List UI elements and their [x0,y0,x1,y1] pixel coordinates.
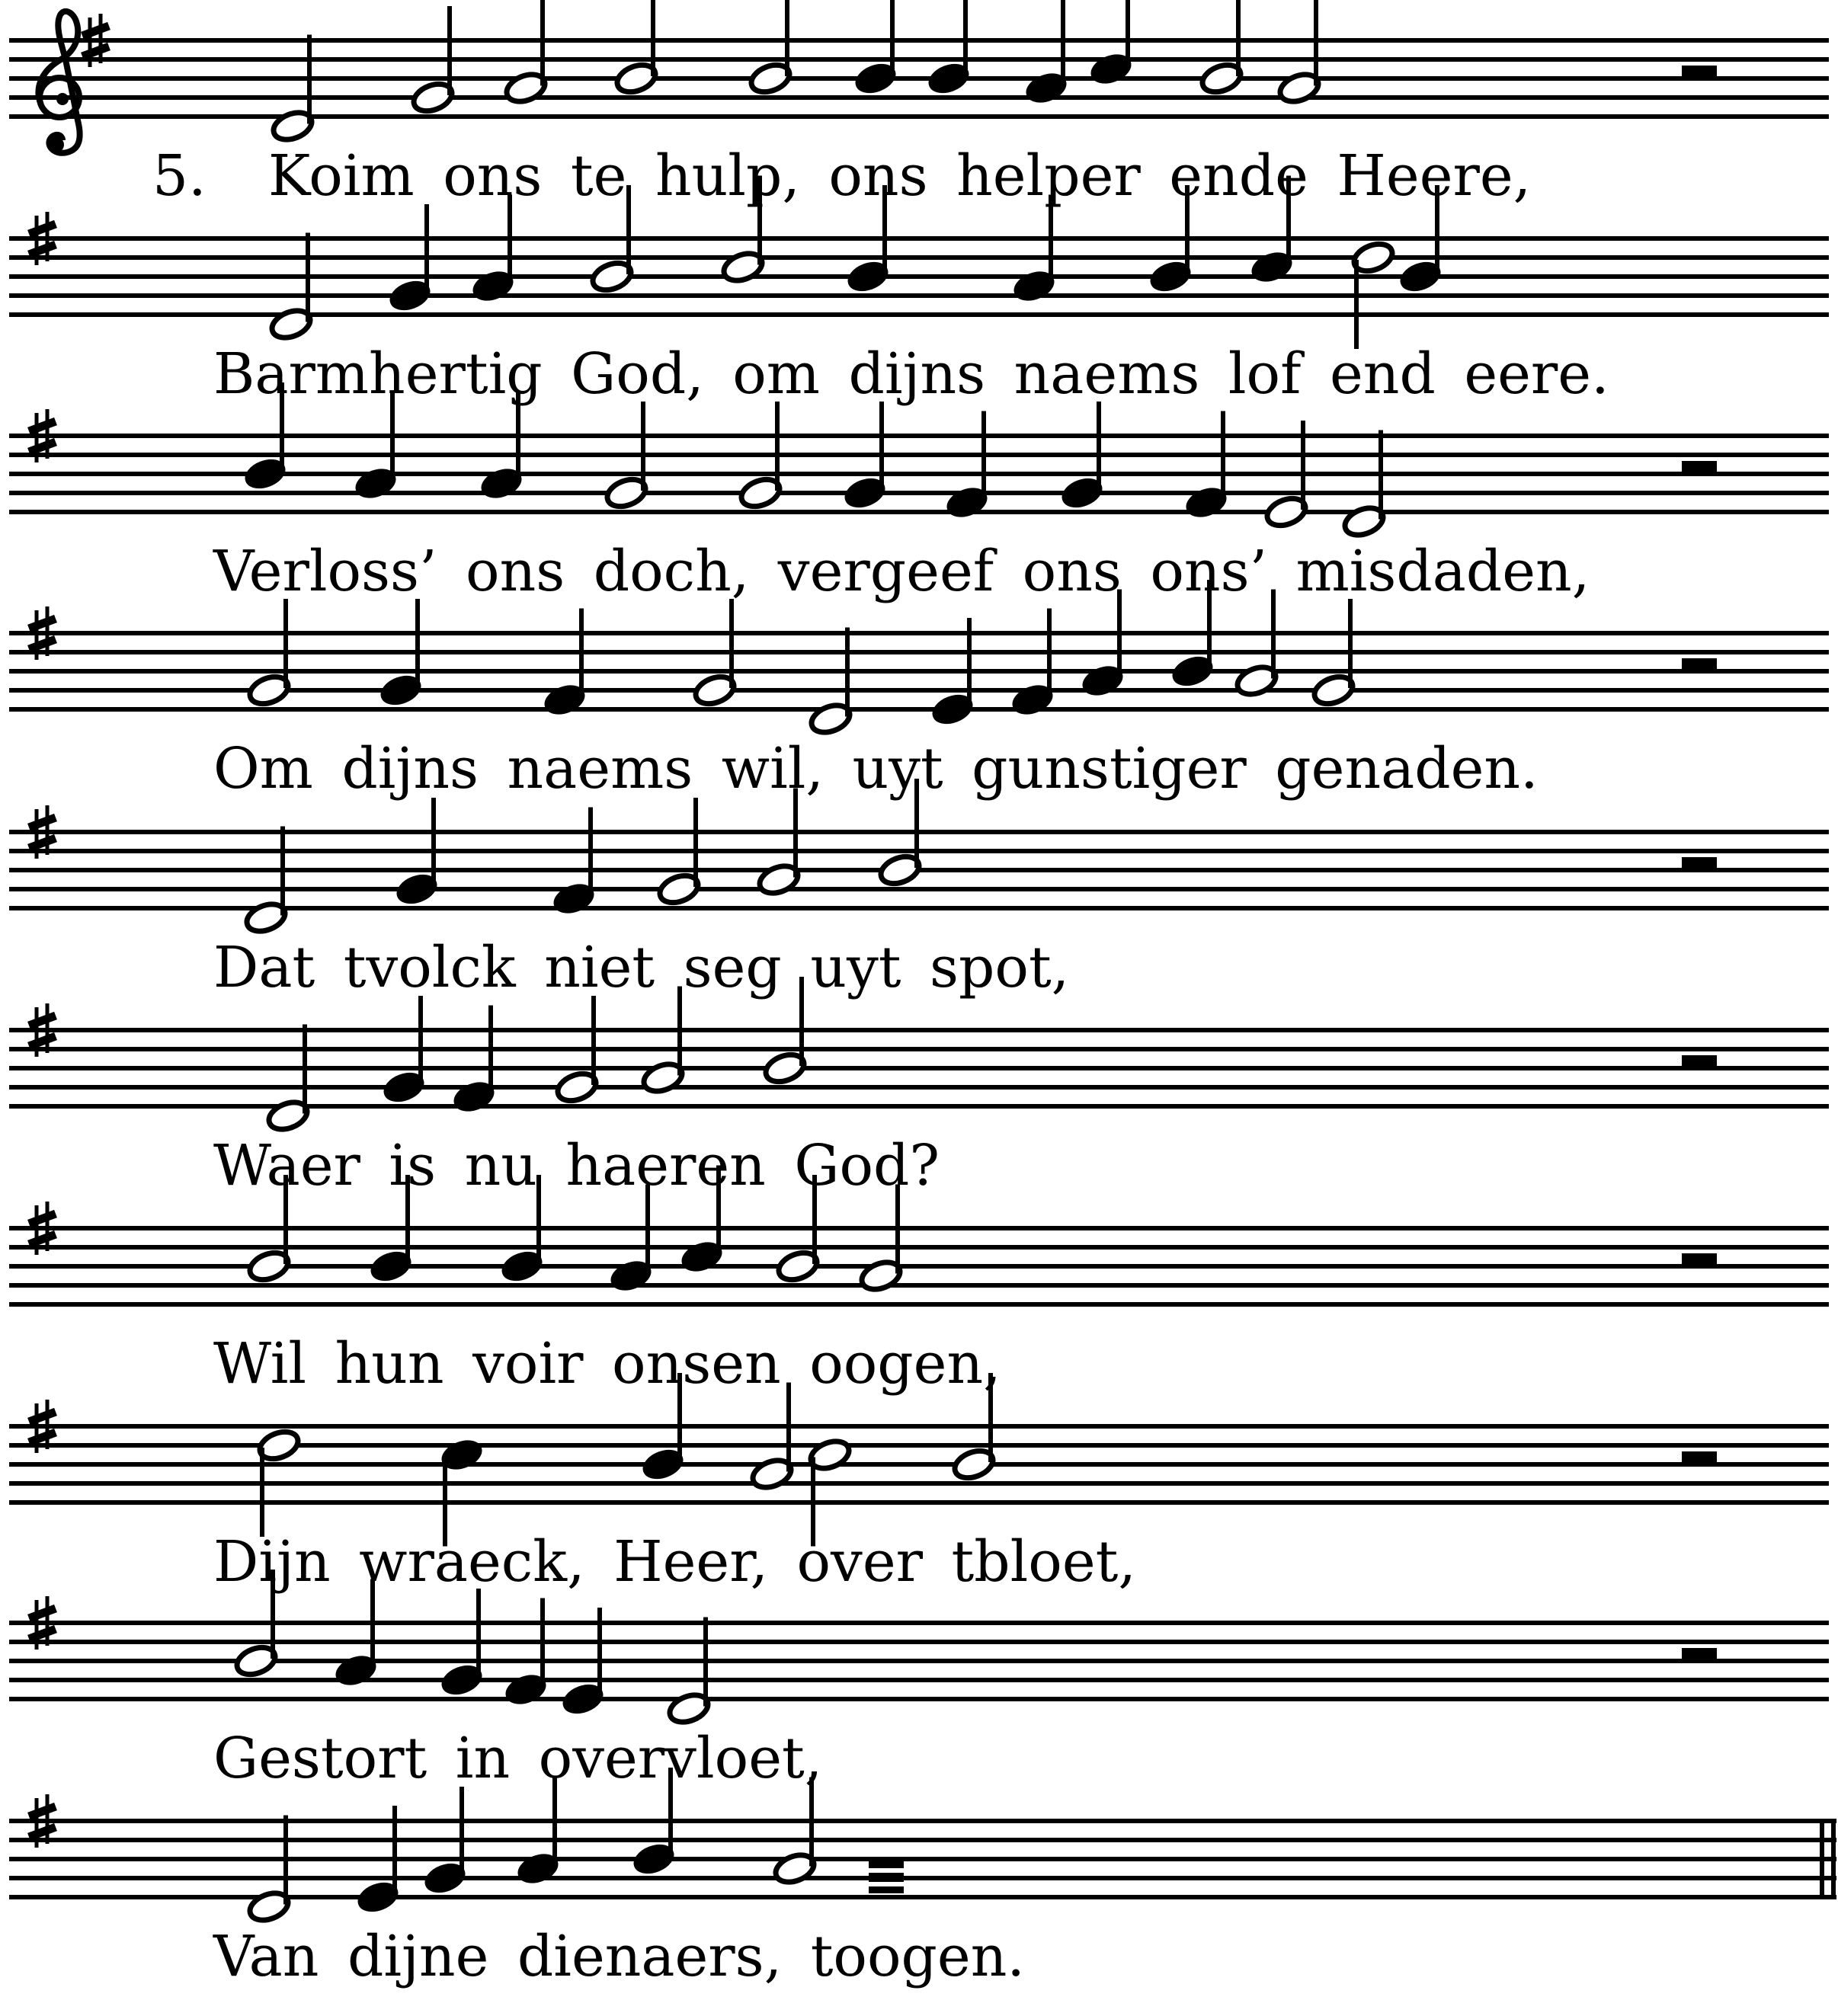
sharp-stroke [82,26,109,36]
half-note [246,1816,292,1925]
lyric-line-5 [213,935,1070,1000]
lyric-line-6 [213,1133,940,1198]
half-note [1341,430,1387,540]
half-note [1199,0,1244,97]
sharp-stroke [29,1412,56,1422]
half-note [265,1025,311,1134]
half-note [613,0,659,97]
half-note [1276,0,1322,107]
half-rest [1682,461,1717,474]
sharp-stroke [29,838,56,848]
lyric-text: Gestort in overvloet, [213,1726,823,1791]
lyric-line-1 [152,143,1532,209]
quarter-note [1088,0,1134,88]
staff-10 [9,1768,1836,1925]
quarter-note [853,0,898,97]
lyric-line-8 [213,1529,1136,1595]
half-rest [1682,857,1717,870]
half-rest [1682,1648,1717,1661]
half-note [243,827,289,936]
clef-tail-dot [49,137,64,152]
sharp-stroke [29,1234,56,1244]
quarter-note [1183,411,1229,521]
half-rest [1682,1451,1717,1464]
half-rest [1682,658,1717,671]
lyric-text: Om dijns naems wil, uyt gunstiger genaden. [213,736,1539,802]
sharp-stroke [82,46,109,56]
half-note [268,233,314,343]
quarter-note [515,1778,561,1887]
half-note [666,1618,712,1727]
lyric-text: Dat tvolck niet seg uyt spot, [213,935,1070,1000]
sharp-stroke [29,1016,56,1026]
lyric-line-10 [213,1924,1025,1989]
sharp-stroke [29,818,56,827]
half-note [756,789,802,898]
quarter-note [608,1185,654,1294]
sharp-stroke [29,1432,56,1442]
sharp-stroke [29,245,56,254]
lyric-text: Dijn wraeck, Heer, over tbloet, [213,1529,1136,1595]
lyric-text: Barmhertig God, om dijns naems lof end eere. [213,341,1609,407]
lyric-text: Koim ons te hulp, ons helper ende Heere, [268,143,1532,209]
quarter-note [551,808,597,917]
half-note [772,1778,818,1887]
half-note [270,35,315,145]
quarter-note [1011,195,1057,305]
clef-eye [56,93,69,105]
sharp-stroke [29,442,56,452]
quarter-note [333,1579,379,1689]
quarter-note [1080,590,1126,699]
lyric-text: Verloss’ ons doch, vergeef ons ons’ misdaden, [213,539,1590,604]
quarter-note [353,392,399,502]
half-note [808,628,853,738]
sharp-stroke [29,421,56,431]
half-note [503,0,549,107]
staff-1 [9,0,1829,153]
quarter-note [479,392,524,502]
sharp-stroke [29,1827,56,1837]
half-note [640,987,686,1096]
half-note [858,1185,904,1294]
treble-clef-icon [38,11,79,153]
half-note [749,1383,795,1493]
longa-stripe [869,1882,904,1886]
sharp-stroke [29,1214,56,1224]
sharp-stroke [29,639,56,649]
longa-note [869,1861,904,1893]
sharp-stroke [29,224,56,234]
lyric-line-4 [213,736,1539,802]
sharp-stroke [29,619,56,629]
lyric-text: Waer is nu haeren God? [213,1133,940,1198]
quarter-note [1010,609,1055,718]
staff-8 [9,1373,1829,1547]
quarter-note [503,1598,549,1708]
quarter-note [944,411,990,521]
lyric-text: Van dijne dienaers, toogen. [213,1924,1025,1989]
half-note [748,0,793,97]
verse-number: 5. [152,143,207,209]
quarter-note [470,195,516,305]
sharp-stroke [29,1036,56,1046]
half-note [1234,590,1279,699]
lyric-line-2 [213,341,1609,407]
quarter-note [926,0,972,97]
longa-stripe [869,1868,904,1873]
lyric-line-9 [213,1726,823,1791]
half-rest [1682,1253,1717,1266]
sharp-stroke [29,1629,56,1639]
quarter-note [1023,0,1069,107]
lyric-line-3 [213,539,1590,604]
quarter-note [542,609,588,718]
quarter-note [451,1006,497,1115]
lyric-text: Wil hun voir onsen oogen, [213,1331,1001,1397]
sharp-stroke [29,1806,56,1816]
staff-6 [9,977,1829,1134]
staff-5 [9,779,1829,936]
sharp-stroke [29,1608,56,1618]
longa-body [869,1861,904,1893]
half-rest [1682,1055,1717,1068]
lyric-line-7 [213,1331,1001,1397]
half-rest [1682,66,1717,78]
